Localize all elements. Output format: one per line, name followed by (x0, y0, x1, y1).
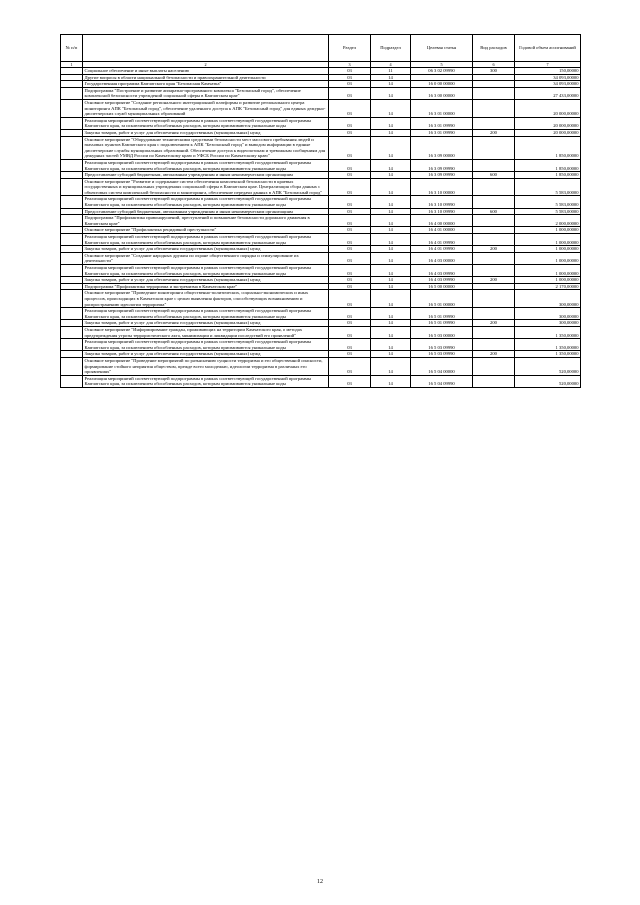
item-name-cell: Реализация мероприятий соответствующей подпрограммы в рамках соответствующей государственной программы Камчатского края, за исключением обособленных расходов, которым присваиваются уникальные коды (83, 196, 329, 208)
expense-type-cell (473, 81, 515, 88)
page-number: 12 (317, 879, 323, 885)
subsection-cell: 14 (371, 375, 411, 387)
table-row (61, 326, 581, 338)
section-cell: 03 (329, 196, 371, 208)
table-row (61, 87, 581, 99)
expense-type-cell (473, 159, 515, 171)
table-row (61, 227, 581, 234)
amount-cell: 300,00000 (515, 320, 581, 327)
row-number-cell (61, 277, 83, 284)
expense-type-cell (473, 234, 515, 246)
row-number-cell (61, 308, 83, 320)
header-name (83, 35, 329, 62)
section-cell: 03 (329, 277, 371, 284)
subsection-cell: 14 (371, 234, 411, 246)
subsection-cell: 14 (371, 136, 411, 159)
expense-type-cell: 600 (473, 208, 515, 215)
item-name-cell: Предоставление субсидий бюджетным, автономным учреждениям и иным некоммерческим организациям (83, 208, 329, 215)
section-cell: 03 (329, 351, 371, 358)
column-number: 1 (61, 62, 83, 68)
subsection-cell: 14 (371, 308, 411, 320)
amount-cell: 5 583,00000 (515, 178, 581, 196)
section-cell: 03 (329, 290, 371, 308)
expense-type-cell (473, 357, 515, 375)
expense-type-cell (473, 265, 515, 277)
subsection-cell: 14 (371, 357, 411, 375)
item-name-cell: Основное мероприятие "Оборудование техническими средствами безопасности мест массового пребывания людей и massовых пунктов Камчатского края с подключением к АПК "Безопасный город" и выводом информации в единые диспетчерские службы муниципальных образований. Обеспечение доступа к видеопотокам и тревожным сообщениям для дежурных частей УМВД России по Камчатскому краю и УФСБ России по Камчатскому краю" (83, 136, 329, 159)
expense-type-cell: 200 (473, 277, 515, 284)
amount-cell: 1 000,00000 (515, 252, 581, 264)
table-row (61, 246, 581, 253)
target-article-cell (411, 74, 473, 81)
expense-type-cell (473, 252, 515, 264)
item-name-cell: Закупка товаров, работ и услуг для обеспечения государственных (муниципальных) нужд (83, 277, 329, 284)
header-section: Раздел (329, 35, 371, 62)
target-article-cell: 16 3 09 09990 (411, 159, 473, 171)
row-number-cell (61, 375, 83, 387)
item-name-cell: Основное мероприятие "Проведение мониторинга общественно-политических, социально-экономических и иных процессов, происходящих в Камчатском крае с целью выявления факторов, способствующих возникновению и распространению идеологии терроризма" (83, 290, 329, 308)
header-expense-type: Вид расходов (473, 35, 515, 62)
section-cell: 03 (329, 208, 371, 215)
target-article-cell: 16 5 04 09990 (411, 375, 473, 387)
target-article-cell: 16 4 01 09990 (411, 234, 473, 246)
target-article-cell: 16 4 01 09990 (411, 246, 473, 253)
row-number-cell (61, 357, 83, 375)
row-number-cell (61, 283, 83, 290)
amount-cell: 2 170,00000 (515, 283, 581, 290)
target-article-cell: 16 4 03 00000 (411, 252, 473, 264)
subsection-cell: 14 (371, 99, 411, 117)
table-row (61, 136, 581, 159)
subsection-cell: 11 (371, 68, 411, 75)
subsection-cell: 14 (371, 172, 411, 179)
item-name-cell: Закупка товаров, работ и услуг для обеспечения государственных (муниципальных) нужд (83, 320, 329, 327)
target-article-cell: 16 3 01 09990 (411, 117, 473, 129)
section-cell: 03 (329, 265, 371, 277)
subsection-cell: 14 (371, 283, 411, 290)
expense-type-cell (473, 136, 515, 159)
subsection-cell: 14 (371, 351, 411, 358)
item-name-cell: Реализация мероприятий соответствующей подпрограммы в рамках соответствующей государственной программы Камчатского края, за исключением обособленных расходов, которым присваиваются уникальные коды (83, 375, 329, 387)
target-article-cell: 16 0 00 00000 (411, 81, 473, 88)
row-number-cell (61, 320, 83, 327)
target-article-cell: 16 3 09 09990 (411, 172, 473, 179)
section-cell: 03 (329, 215, 371, 227)
row-number-cell (61, 87, 83, 99)
budget-table (60, 34, 581, 388)
section-cell: 03 (329, 339, 371, 351)
item-name-cell: Другие вопросы в области национальной безопасности и правоохранительной деятельности (83, 74, 329, 81)
expense-type-cell (473, 87, 515, 99)
subsection-cell: 14 (371, 246, 411, 253)
subsection-cell: 14 (371, 159, 411, 171)
section-cell: 03 (329, 252, 371, 264)
amount-cell: 1 350,00000 (515, 326, 581, 338)
target-article-cell: 16 5 03 00000 (411, 326, 473, 338)
section-cell: 03 (329, 117, 371, 129)
expense-type-cell (473, 375, 515, 387)
expense-type-cell: 200 (473, 320, 515, 327)
target-article-cell: 06 3 02 09990 (411, 68, 473, 75)
section-cell: 03 (329, 246, 371, 253)
subsection-cell: 14 (371, 178, 411, 196)
expense-type-cell (473, 117, 515, 129)
amount-cell: 5 583,00000 (515, 208, 581, 215)
header-target-article: Целевая статья (411, 35, 473, 62)
subsection-cell: 14 (371, 117, 411, 129)
table-row (61, 339, 581, 351)
row-number-cell (61, 339, 83, 351)
table-row (61, 283, 581, 290)
amount-cell: 1 000,00000 (515, 227, 581, 234)
table-row (61, 81, 581, 88)
item-name-cell: Основное мероприятие "Развитие и содержание систем обеспечения комплексной безопасности в краевых государственных и муниципальных учреждениях социальной сферы в Камчатском крае. Централизация сбора данных с объектовых систем комплексной безопасности и мониторинга, обеспечение передачи данных в АПК "Безопасный город" (83, 178, 329, 196)
column-number: 6 (473, 62, 515, 68)
item-name-cell: Основное мероприятие "Создание регионального интеграционной платформы и развитие регионального центра мониторинга АПК "Безопасный город", обеспечение удаленного доступа к АПК "Безопасный город" для единых дежурно-диспетчерских служб муниципальных образований (83, 99, 329, 117)
section-cell: 03 (329, 326, 371, 338)
target-article-cell: 16 3 10 09990 (411, 196, 473, 208)
row-number-cell (61, 227, 83, 234)
table-body (61, 68, 581, 388)
section-cell: 03 (329, 172, 371, 179)
item-name-cell: Закупка товаров, работ и услуг для обеспечения государственных (муниципальных) нужд (83, 351, 329, 358)
amount-cell: 520,00000 (515, 375, 581, 387)
amount-cell: 300,00000 (515, 308, 581, 320)
amount-cell: 1 850,00000 (515, 172, 581, 179)
section-cell: 03 (329, 178, 371, 196)
item-name-cell: Подпрограмма "Построение и развитие аппаратно-программного комплекса "Безопасный город", обеспечение комплексной безопасности учреждений социальной сферы в Камчатском крае" (83, 87, 329, 99)
expense-type-cell (473, 290, 515, 308)
target-article-cell: 16 5 01 09990 (411, 308, 473, 320)
header-annual-amount: Годовой объем ассигнований (515, 35, 581, 62)
table-row (61, 215, 581, 227)
amount-cell: 1 000,00000 (515, 265, 581, 277)
target-article-cell: 16 3 09 00000 (411, 136, 473, 159)
row-number-cell (61, 74, 83, 81)
header-row-number: № п/п (61, 35, 83, 62)
row-number-cell (61, 208, 83, 215)
item-name-cell: Предоставление субсидий бюджетным, автономным учреждениям и иным некоммерческим организациям (83, 172, 329, 179)
target-article-cell: 16 4 03 09990 (411, 277, 473, 284)
table-row (61, 74, 581, 81)
row-number-cell (61, 246, 83, 253)
table-row (61, 172, 581, 179)
target-article-cell: 16 5 04 00000 (411, 357, 473, 375)
row-number-cell (61, 81, 83, 88)
amount-cell: 27 433,00000 (515, 87, 581, 99)
item-name-cell: Реализация мероприятий соответствующей подпрограммы в рамках соответствующей государственной программы Камчатского края, за исключением обособленных расходов, которым присваиваются уникальные коды (83, 265, 329, 277)
row-number-cell (61, 68, 83, 75)
item-name-cell: Реализация мероприятий соответствующей подпрограммы в рамках соответствующей государственной программы Камчатского края, за исключением обособленных расходов, которым присваиваются уникальные коды (83, 159, 329, 171)
amount-cell: 1 000,00000 (515, 277, 581, 284)
expense-type-cell (473, 283, 515, 290)
row-number-cell (61, 159, 83, 171)
item-name-cell: Реализация мероприятий соответствующей подпрограммы в рамках соответствующей государственной программы Камчатского края, за исключением обособленных расходов, которым присваиваются уникальные коды (83, 117, 329, 129)
item-name-cell: Закупка товаров, работ и услуг для обеспечения государственных (муниципальных) нужд (83, 129, 329, 136)
column-number: 2 (83, 62, 329, 68)
row-number-cell (61, 117, 83, 129)
table-row (61, 351, 581, 358)
column-number: 4 (371, 62, 411, 68)
amount-cell: 1 850,00000 (515, 136, 581, 159)
target-article-cell: 16 3 01 09990 (411, 129, 473, 136)
subsection-cell: 14 (371, 87, 411, 99)
section-cell: 03 (329, 357, 371, 375)
item-name-cell: Реализация мероприятий соответствующей подпрограммы в рамках соответствующей государственной программы Камчатского края, за исключением обособленных расходов, которым присваиваются уникальные коды (83, 308, 329, 320)
subsection-cell: 14 (371, 326, 411, 338)
amount-cell: 34 093,00000 (515, 81, 581, 88)
row-number-cell (61, 351, 83, 358)
amount-cell: 5 583,00000 (515, 196, 581, 208)
item-name-cell: Подпрограмма "Профилактика терроризма и экстремизма в Камчатском крае" (83, 283, 329, 290)
amount-cell: 1 000,00000 (515, 246, 581, 253)
table-row (61, 129, 581, 136)
table-row (61, 277, 581, 284)
expense-type-cell: 300 (473, 68, 515, 75)
section-cell: 03 (329, 308, 371, 320)
subsection-cell: 14 (371, 277, 411, 284)
expense-type-cell (473, 99, 515, 117)
section-cell: 03 (329, 227, 371, 234)
amount-cell: 34 093,00000 (515, 74, 581, 81)
expense-type-cell: 200 (473, 129, 515, 136)
row-number-cell (61, 178, 83, 196)
section-cell: 03 (329, 234, 371, 246)
expense-type-cell: 200 (473, 246, 515, 253)
target-article-cell: 16 5 01 09990 (411, 320, 473, 327)
table-row (61, 208, 581, 215)
table-row (61, 234, 581, 246)
amount-cell: 1 850,00000 (515, 159, 581, 171)
expense-type-cell: 200 (473, 351, 515, 358)
table-row (61, 375, 581, 387)
table-row (61, 357, 581, 375)
expense-type-cell (473, 196, 515, 208)
header-subsection: Подраздел (371, 35, 411, 62)
amount-cell: 20 000,00000 (515, 129, 581, 136)
expense-type-cell (473, 74, 515, 81)
table-header-row (61, 35, 581, 62)
section-cell: 03 (329, 74, 371, 81)
target-article-cell: 16 3 10 00000 (411, 178, 473, 196)
expense-type-cell (473, 308, 515, 320)
target-article-cell: 16 4 00 00000 (411, 215, 473, 227)
expense-type-cell: 600 (473, 172, 515, 179)
column-number: 3 (329, 62, 371, 68)
section-cell: 03 (329, 81, 371, 88)
row-number-cell (61, 99, 83, 117)
section-cell: 03 (329, 136, 371, 159)
target-article-cell: 16 3 01 00000 (411, 99, 473, 117)
item-name-cell: Реализация мероприятий соответствующей подпрограммы в рамках соответствующей государственной программы Камчатского края, за исключением обособленных расходов, которым присваиваются уникальные коды (83, 339, 329, 351)
item-name-cell: Государственная программа Камчатского края "Безопасная Камчатка" (83, 81, 329, 88)
table-row (61, 99, 581, 117)
table-row (61, 252, 581, 264)
table-row (61, 320, 581, 327)
row-number-cell (61, 265, 83, 277)
target-article-cell: 16 3 10 09990 (411, 208, 473, 215)
subsection-cell: 14 (371, 74, 411, 81)
amount-cell: 150,00000 (515, 68, 581, 75)
row-number-cell (61, 172, 83, 179)
budget-document (60, 34, 580, 388)
expense-type-cell (473, 215, 515, 227)
column-number: 5 (411, 62, 473, 68)
row-number-cell (61, 136, 83, 159)
target-article-cell: 16 4 01 00000 (411, 227, 473, 234)
item-name-cell: Подпрограмма "Профилактика правонарушений, преступлений и повышение безопасности дорожного движения в Камчатском крае" (83, 215, 329, 227)
section-cell: 03 (329, 68, 371, 75)
table-row (61, 159, 581, 171)
target-article-cell: 16 5 01 00000 (411, 290, 473, 308)
row-number-cell (61, 129, 83, 136)
expense-type-cell (473, 227, 515, 234)
amount-cell: 300,00000 (515, 290, 581, 308)
target-article-cell: 16 5 00 00000 (411, 283, 473, 290)
subsection-cell: 14 (371, 265, 411, 277)
table-row (61, 117, 581, 129)
item-name-cell: Основное мероприятие "Профилактика рецидивной преступности" (83, 227, 329, 234)
subsection-cell: 14 (371, 129, 411, 136)
subsection-cell: 14 (371, 290, 411, 308)
item-name-cell: Закупка товаров, работ и услуг для обеспечения государственных (муниципальных) нужд (83, 246, 329, 253)
section-cell: 03 (329, 99, 371, 117)
subsection-cell: 14 (371, 196, 411, 208)
table-row (61, 290, 581, 308)
subsection-cell: 14 (371, 215, 411, 227)
section-cell: 03 (329, 283, 371, 290)
row-number-cell (61, 234, 83, 246)
item-name-cell: Реализация мероприятий соответствующей подпрограммы в рамках соответствующей государственной программы Камчатского края, за исключением обособленных расходов, которым присваиваются уникальные коды (83, 234, 329, 246)
amount-cell: 1 000,00000 (515, 234, 581, 246)
row-number-cell (61, 196, 83, 208)
subsection-cell: 14 (371, 208, 411, 215)
subsection-cell: 14 (371, 227, 411, 234)
section-cell: 03 (329, 320, 371, 327)
amount-cell: 2 000,00000 (515, 215, 581, 227)
expense-type-cell (473, 339, 515, 351)
section-cell: 03 (329, 87, 371, 99)
table-row (61, 308, 581, 320)
item-name-cell: Основное мероприятие "Проведение мероприятий по разъяснению сущности терроризма и его общественной опасности, формирование стойкого неприятия обществом, прежде всего молодежью, идеологии терроризма в различных его проявлениях" (83, 357, 329, 375)
amount-cell: 20 000,00000 (515, 117, 581, 129)
row-number-cell (61, 215, 83, 227)
target-article-cell: 16 4 03 09990 (411, 265, 473, 277)
subsection-cell: 14 (371, 339, 411, 351)
row-number-cell (61, 252, 83, 264)
section-cell: 03 (329, 159, 371, 171)
subsection-cell: 14 (371, 320, 411, 327)
subsection-cell: 14 (371, 81, 411, 88)
item-name-cell: Основное мероприятие "Информирование граждан, проживающих на территории Камчатского края, о методах предупреждения угрозы террористического акта, минимизации и ликвидации последствий его проявлений" (83, 326, 329, 338)
amount-cell: 1 350,00000 (515, 351, 581, 358)
expense-type-cell (473, 326, 515, 338)
amount-cell: 20 000,00000 (515, 99, 581, 117)
table-row (61, 68, 581, 75)
section-cell: 03 (329, 129, 371, 136)
target-article-cell: 16 5 03 09990 (411, 351, 473, 358)
column-number: 7 (515, 62, 581, 68)
target-article-cell: 16 3 00 00000 (411, 87, 473, 99)
table-row (61, 196, 581, 208)
item-name-cell: Социальное обеспечение и иные выплаты населению (83, 68, 329, 75)
section-cell: 03 (329, 375, 371, 387)
table-row (61, 265, 581, 277)
row-number-cell (61, 326, 83, 338)
expense-type-cell (473, 178, 515, 196)
table-row (61, 178, 581, 196)
amount-cell: 520,00000 (515, 357, 581, 375)
item-name-cell: Основное мероприятие "Создание народных дружин по охране общественного порядка и стимулирование их деятельности" (83, 252, 329, 264)
amount-cell: 1 350,00000 (515, 339, 581, 351)
target-article-cell: 16 5 03 09990 (411, 339, 473, 351)
row-number-cell (61, 290, 83, 308)
subsection-cell: 14 (371, 252, 411, 264)
